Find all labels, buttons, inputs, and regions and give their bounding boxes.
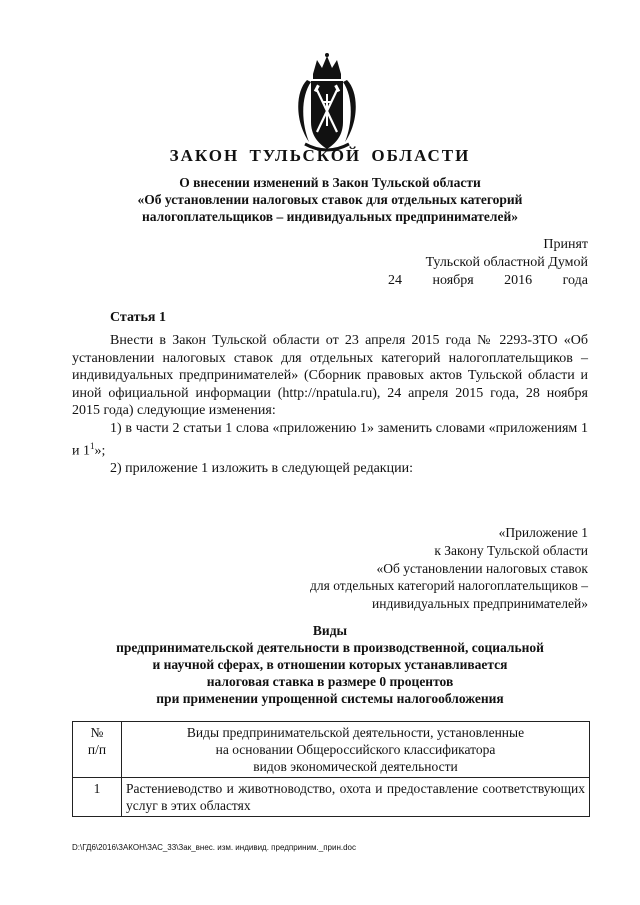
table-cell-number: 1: [73, 778, 122, 817]
item1-superscript: 1: [90, 440, 95, 451]
adoption-label: Принят: [543, 237, 588, 252]
table-header-number-label: № п/п: [87, 725, 107, 757]
file-path-footer: D:\ГД6\2016\ЗАКОН\ЗАС_33\Зак_внес. изм. индивид. предприним._прин.doc: [72, 843, 356, 852]
annex-reference: [258, 524, 588, 613]
types-heading: [60, 622, 600, 707]
annex-line: к Закону Тульской области: [434, 542, 588, 558]
types-heading-line: налоговая ставка в размере 0 процентов: [206, 674, 454, 689]
article-body: [72, 332, 588, 477]
types-heading-line: Виды: [312, 623, 348, 638]
annex-line: «Об установлении налоговых ставок: [376, 560, 588, 576]
activity-types-table: [72, 721, 590, 817]
types-heading-line: и научной сферах, в отношении которых устанавливается: [152, 657, 508, 672]
article-item-1: [72, 420, 588, 460]
article-intro: Внести в Закон Тульской области от 23 апреля 2015 года № 2293-ЗТО «Об установлении налоговых ставок для отдельных категорий налогоплательщиков – индивидуальных предпринимателей» (Сборник правовых актов Тульской области и иной официальной информации (http://npatula.ru), 24 апреля 2015 года, 28 ноября 2015 года) следующие изменения:: [72, 333, 588, 419]
subtitle-line: «Об установлении налоговых ставок для отдельных категорий: [137, 192, 523, 207]
annex-line: для отдельных категорий налогоплательщиков –: [310, 578, 588, 594]
adoption-year-word: года: [562, 273, 588, 288]
table-header-line: Виды предпринимательской деятельности, установленные: [186, 725, 525, 740]
types-heading-line: предпринимательской деятельности в производственной, социальной: [116, 640, 544, 655]
law-title: ЗАКОН ТУЛЬСКОЙ ОБЛАСТИ: [169, 146, 471, 165]
annex-line: индивидуальных предпринимателей»: [372, 596, 588, 612]
table-header-line: на основании Общероссийского классификатора: [215, 742, 496, 757]
item1-text: 1) в части 2 статьи 1 слова «приложению 1» заменить словами «приложениям 1 и 1: [72, 420, 588, 459]
table-row: [73, 778, 590, 817]
tula-coat-of-arms-icon: [291, 52, 363, 156]
article-item-2: 2) приложение 1 изложить в следующей редакции:: [110, 460, 413, 476]
table-header-line: видов экономической деятельности: [253, 759, 458, 774]
annex-line: «Приложение 1: [498, 525, 588, 540]
adoption-day: 24: [388, 273, 402, 288]
item1-end: »;: [94, 443, 106, 459]
table-header-number: [73, 722, 122, 778]
subtitle-line: О внесении изменений в Закон Тульской области: [179, 175, 481, 190]
article-heading: Статья 1: [110, 310, 166, 325]
adoption-year: 2016: [504, 273, 533, 288]
types-heading-line: при применении упрощенной системы налогообложения: [156, 691, 504, 706]
adoption-block: [358, 236, 588, 290]
subtitle-line: налогоплательщиков – индивидуальных предпринимателей»: [141, 209, 519, 224]
adoption-month: ноября: [432, 273, 474, 288]
table-cell-activity: Растениеводство и животноводство, охота и предоставление соответствующих услуг в этих областях: [122, 778, 590, 817]
table-header-activity: [122, 722, 590, 778]
law-subtitle: [60, 174, 600, 225]
adoption-body: Тульской областной Думой: [425, 255, 588, 270]
adoption-date: [358, 272, 588, 290]
table-header-row: [73, 722, 590, 778]
